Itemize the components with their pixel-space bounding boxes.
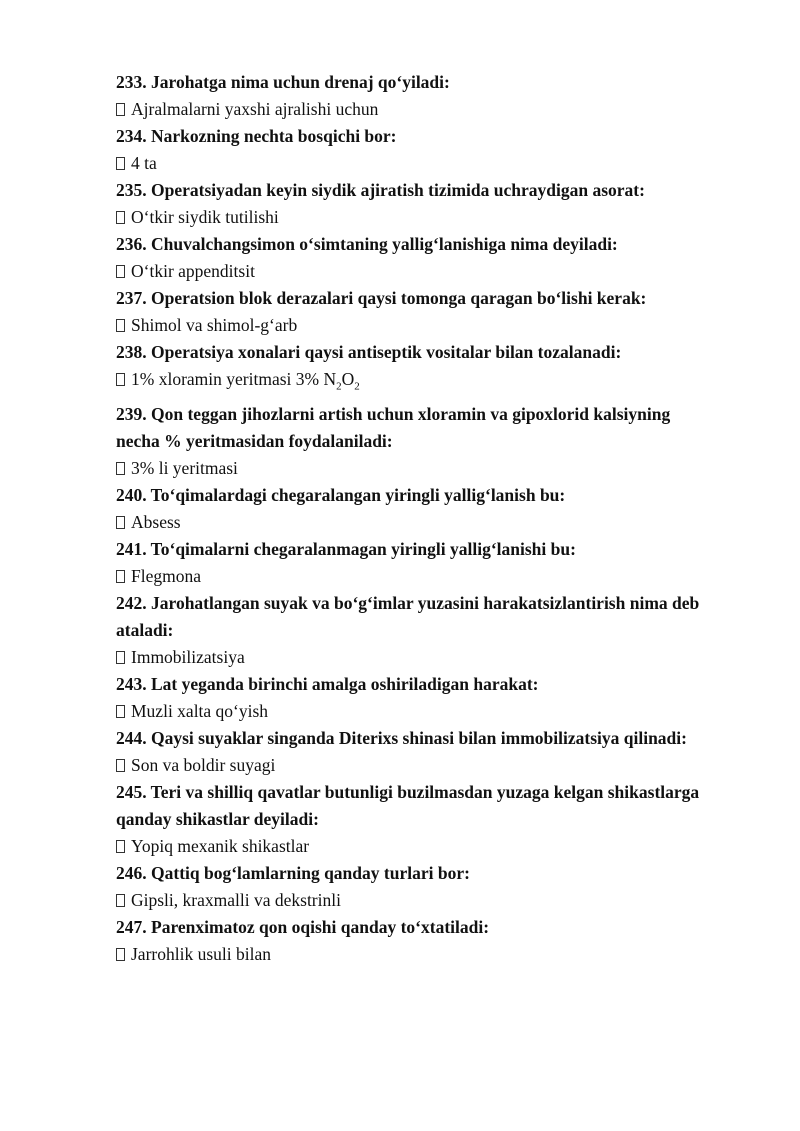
question-245: 245. Teri va shilliq qavatlar butunligi buzilmasdan yuzaga kelgan shikastlarga qanday shikastlar deyiladi: (116, 781, 700, 829)
qa-item-233 (116, 69, 716, 123)
qa-item-246 (116, 860, 716, 914)
question-240: 240. To‘qimalardagi chegaralangan yiringli yallig‘lanish bu: (116, 484, 566, 505)
question-239: 239. Qon teggan jihozlarni artish uchun xloramin va gipoxlorid kalsiyning necha % yeritmasidan foydalaniladi: (116, 403, 671, 451)
answer-236 (116, 258, 716, 285)
answer-247 (116, 941, 716, 968)
answer-text: Immobilizatsiya (131, 646, 245, 667)
answer-text: 4 ta (131, 153, 157, 173)
checkbox-glyph-icon (116, 157, 125, 170)
answer-238 (116, 366, 716, 401)
checkbox-glyph-icon (116, 651, 125, 664)
checkbox-glyph-icon (116, 265, 125, 278)
checkbox-glyph-icon (116, 211, 125, 224)
qa-item-234 (116, 123, 716, 177)
checkbox-glyph-icon (116, 516, 125, 529)
checkbox-glyph-icon (116, 759, 125, 772)
answer-text: Absess (131, 511, 181, 532)
answer-text-prefix: 1% xloramin yeritmasi 3% N (131, 369, 337, 389)
qa-item-240 (116, 482, 716, 536)
qa-item-245 (116, 779, 716, 860)
answer-244 (116, 752, 716, 779)
checkbox-glyph-icon (116, 705, 125, 718)
qa-item-244 (116, 725, 716, 779)
answer-text: Ajralmalarni yaxshi ajralishi uchun (131, 99, 379, 119)
qa-item-243 (116, 671, 716, 725)
document-page (116, 69, 716, 968)
answer-text: Shimol va shimol-g‘arb (131, 315, 298, 335)
checkbox-glyph-icon (116, 948, 125, 961)
checkbox-glyph-icon (116, 840, 125, 853)
answer-text-mid: O (341, 369, 355, 389)
answer-text: Yopiq mexanik shikastlar (131, 835, 310, 856)
answer-text: O‘tkir appenditsit (131, 261, 255, 281)
qa-item-238 (116, 339, 716, 401)
qa-item-237 (116, 285, 716, 339)
answer-241 (116, 563, 716, 590)
checkbox-glyph-icon (116, 103, 125, 116)
answer-237 (116, 312, 716, 339)
answer-243 (116, 698, 716, 725)
answer-text: Son va boldir suyagi (131, 754, 276, 775)
subscript: 2 (336, 380, 342, 393)
subscript: 2 (354, 380, 360, 393)
checkbox-glyph-icon (116, 373, 125, 386)
answer-text: O‘tkir siydik tutilishi (131, 207, 279, 227)
answer-text (131, 366, 360, 401)
checkbox-glyph-icon (116, 319, 125, 332)
question-237: 237. Operatsion blok derazalari qaysi tomonga qaragan bo‘lishi kerak: (116, 288, 647, 308)
qa-item-247 (116, 914, 716, 968)
answer-239 (116, 455, 716, 482)
qa-item-239 (116, 401, 716, 482)
question-247: 247. Parenximatoz qon oqishi qanday to‘xtatiladi: (116, 916, 490, 937)
question-234: 234. Narkozning nechta bosqichi bor: (116, 126, 397, 146)
answer-246 (116, 887, 716, 914)
question-243: 243. Lat yeganda birinchi amalga oshiriladigan harakat: (116, 673, 539, 694)
answer-233 (116, 96, 716, 123)
question-236: 236. Chuvalchangsimon o‘simtaning yallig‘lanishiga nima deyiladi: (116, 234, 618, 254)
checkbox-glyph-icon (116, 570, 125, 583)
answer-234 (116, 150, 716, 177)
qa-item-235 (116, 177, 716, 231)
answer-242 (116, 644, 716, 671)
question-242: 242. Jarohatlangan suyak va bo‘g‘imlar yuzasini harakatsizlantirish nima deb ataladi: (116, 592, 700, 640)
question-235: 235. Operatsiyadan keyin siydik ajiratish tizimida uchraydigan asorat: (116, 180, 645, 200)
answer-text: Jarrohlik usuli bilan (131, 943, 271, 964)
question-246: 246. Qattiq bog‘lamlarning qanday turlari bor: (116, 862, 470, 883)
answer-text: Muzli xalta qo‘yish (131, 700, 269, 721)
qa-item-241 (116, 536, 716, 590)
answer-240 (116, 509, 716, 536)
question-241: 241. To‘qimalarni chegaralanmagan yiringli yallig‘lanishi bu: (116, 538, 576, 559)
qa-item-236 (116, 231, 716, 285)
question-238: 238. Operatsiya xonalari qaysi antiseptik vositalar bilan tozalanadi: (116, 342, 622, 362)
checkbox-glyph-icon (116, 462, 125, 475)
qa-item-242 (116, 590, 716, 671)
checkbox-glyph-icon (116, 894, 125, 907)
answer-245 (116, 833, 716, 860)
answer-text: 3% li yeritmasi (131, 457, 238, 478)
answer-text: Gipsli, kraxmalli va dekstrinli (131, 889, 341, 910)
answer-235 (116, 204, 716, 231)
question-244: 244. Qaysi suyaklar singanda Diterixs shinasi bilan immobilizatsiya qilinadi: (116, 727, 687, 748)
answer-text: Flegmona (131, 565, 201, 586)
question-233: 233. Jarohatga nima uchun drenaj qo‘yiladi: (116, 72, 450, 92)
